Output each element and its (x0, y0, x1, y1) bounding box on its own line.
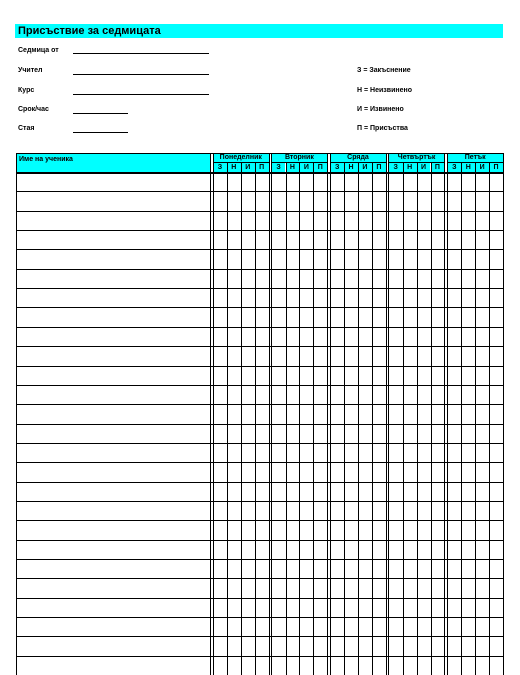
legend-tardy: З = Закъснение (357, 67, 411, 74)
code-header: Н (286, 163, 300, 172)
code-header: П (255, 163, 269, 172)
code-column-line (417, 162, 418, 675)
legend-excused: И = Извинено (357, 106, 404, 113)
day-header: Вторник (272, 153, 328, 162)
field-line-teacher[interactable] (73, 74, 209, 75)
code-header: З (330, 163, 344, 172)
code-column-line (358, 162, 359, 675)
code-column-line (227, 162, 228, 675)
day-separator (447, 153, 448, 675)
code-column-line (461, 162, 462, 675)
code-header: И (475, 163, 489, 172)
day-separator (327, 153, 328, 675)
code-column-line (475, 162, 476, 675)
field-line-room[interactable] (73, 132, 128, 133)
code-header: П (372, 163, 386, 172)
code-column-line (372, 162, 373, 675)
code-column-line (489, 162, 490, 675)
day-separator (444, 153, 445, 675)
code-header: П (489, 163, 503, 172)
field-label-week: Седмица от (18, 47, 59, 54)
field-label-course: Курс (18, 87, 35, 94)
code-header: И (358, 163, 372, 172)
day-separator (213, 153, 214, 675)
page-title: Присъствие за седмицата (18, 25, 161, 37)
day-separator (210, 153, 211, 675)
day-separator (271, 153, 272, 675)
code-header: Н (403, 163, 417, 172)
code-header: И (241, 163, 255, 172)
code-column-line (344, 162, 345, 675)
code-header: Н (227, 163, 241, 172)
student-name-header: Име на ученика (16, 153, 210, 172)
day-header: Понеделник (213, 153, 269, 162)
field-label-teacher: Учител (18, 67, 43, 74)
day-separator (386, 153, 387, 675)
code-column-line (255, 162, 256, 675)
field-label-period: Срок/час (18, 106, 49, 113)
field-line-period[interactable] (73, 113, 128, 114)
code-header: Н (461, 163, 475, 172)
day-header: Четвъртък (389, 153, 445, 162)
table-top-border (16, 153, 503, 154)
field-label-room: Стая (18, 125, 35, 132)
code-column-line (431, 162, 432, 675)
code-header: П (431, 163, 445, 172)
code-header: И (299, 163, 313, 172)
code-header: З (389, 163, 403, 172)
code-header: З (272, 163, 286, 172)
day-header: Петък (447, 153, 503, 162)
code-column-line (286, 162, 287, 675)
table-left-border (16, 153, 17, 675)
field-line-course[interactable] (73, 94, 209, 95)
table-right-border (503, 153, 504, 675)
legend-present: П = Присъства (357, 125, 408, 132)
code-column-line (313, 162, 314, 675)
code-header: И (417, 163, 431, 172)
code-header: Н (344, 163, 358, 172)
code-column-line (299, 162, 300, 675)
code-column-line (241, 162, 242, 675)
legend-unexcused: Н = Неизвинено (357, 87, 412, 94)
day-separator (269, 153, 270, 675)
code-header: З (213, 163, 227, 172)
code-column-line (403, 162, 404, 675)
day-separator (330, 153, 331, 675)
code-header: П (313, 163, 327, 172)
day-separator (388, 153, 389, 675)
field-line-week[interactable] (73, 53, 209, 54)
day-header: Сряда (330, 153, 386, 162)
code-header: З (447, 163, 461, 172)
